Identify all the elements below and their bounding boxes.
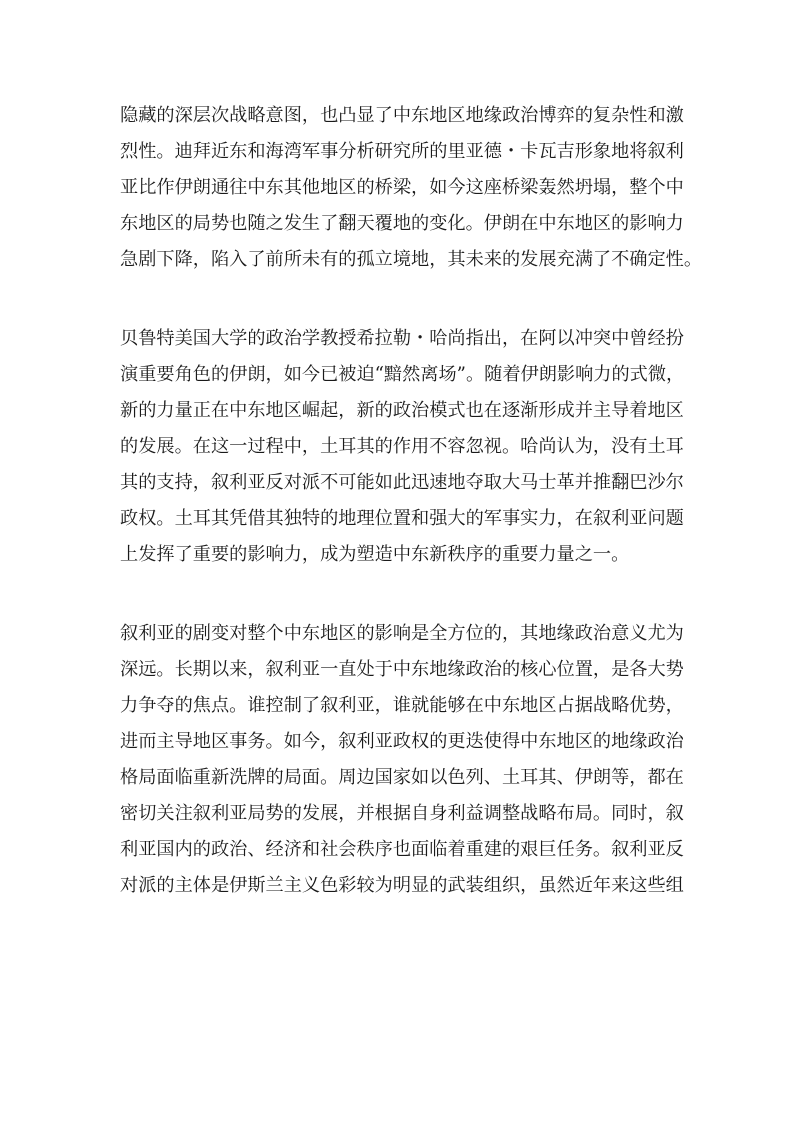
paragraph-line: 叙利亚的剧变对整个中东地区的影响是全方位的，其地缘政治意义尤为	[120, 623, 684, 644]
paragraph-line: 力争夺的焦点。谁控制了叙利亚，谁就能够在中东地区占据战略优势，	[120, 695, 684, 716]
paragraph-spacer	[120, 278, 678, 321]
paragraph-line: 急剧下降，陷入了前所未有的孤立境地，其未来的发展充满了不确定性。	[120, 249, 703, 270]
paragraph-line: 密切关注叙利亚局势的发展，并根据自身利益调整战略布局。同时，叙	[120, 803, 684, 824]
paragraph-line: 东地区的局势也随之发生了翻天覆地的变化。伊朗在中东地区的影响力	[120, 213, 684, 234]
document-page	[120, 98, 703, 904]
paragraph-line: 利亚国内的政治、经济和社会秩序也面临着重建的艰巨任务。叙利亚反	[120, 839, 684, 860]
paragraph-2	[120, 321, 685, 573]
paragraph-line: 新的力量正在中东地区崛起，新的政治模式也在逐渐形成并主导着地区	[120, 400, 684, 421]
paragraph-line: 亚比作伊朗通往中东其他地区的桥梁，如今这座桥梁轰然坍塌，整个中	[120, 177, 684, 198]
paragraph-1	[120, 98, 703, 278]
paragraph-line: 烈性。迪拜近东和海湾军事分析研究所的里亚德・卡瓦吉形象地将叙利	[120, 141, 684, 162]
paragraph-line: 政权。土耳其凭借其独特的地理位置和强大的军事实力，在叙利亚问题	[120, 508, 684, 529]
paragraph-spacer	[120, 573, 678, 616]
paragraph-line: 对派的主体是伊斯兰主义色彩较为明显的武装组织，虽然近年来这些组	[120, 875, 684, 896]
paragraph-line: 进而主导地区事务。如今，叙利亚政权的更迭使得中东地区的地缘政治	[120, 731, 684, 752]
paragraph-line: 的发展。在这一过程中，土耳其的作用不容忽视。哈尚认为，没有土耳	[120, 436, 684, 457]
paragraph-3	[120, 616, 684, 904]
paragraph-line: 演重要角色的伊朗，如今已被迫“黯然离场”。随着伊朗影响力的式微，	[120, 364, 685, 385]
paragraph-line: 贝鲁特美国大学的政治学教授希拉勒・哈尚指出，在阿以冲突中曾经扮	[120, 328, 684, 349]
paragraph-line: 格局面临重新洗牌的局面。周边国家如以色列、土耳其、伊朗等，都在	[120, 767, 684, 788]
paragraph-line: 上发挥了重要的影响力，成为塑造中东新秩序的重要力量之一。	[120, 544, 630, 565]
paragraph-line: 其的支持，叙利亚反对派不可能如此迅速地夺取大马士革并推翻巴沙尔	[120, 472, 684, 493]
paragraph-line: 隐藏的深层次战略意图，也凸显了中东地区地缘政治博弈的复杂性和激	[120, 105, 684, 126]
paragraph-line: 深远。长期以来，叙利亚一直处于中东地缘政治的核心位置，是各大势	[120, 659, 684, 680]
